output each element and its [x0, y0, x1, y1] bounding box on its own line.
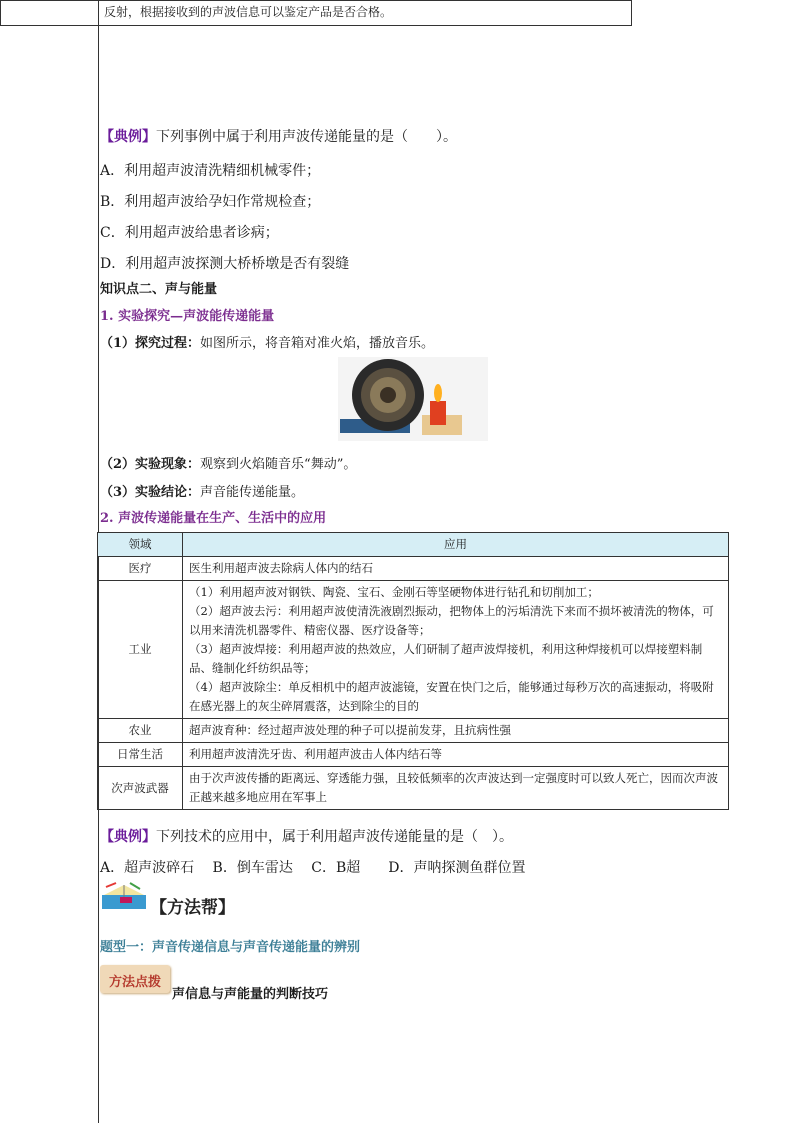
- candle: [430, 401, 446, 425]
- header-application: 应用: [183, 533, 729, 557]
- section1-process: [100, 332, 434, 351]
- top-table-fragment: [0, 0, 632, 26]
- example2-options: A．超声波碎石 B．倒车雷达 C．B超 D．声呐探测鱼群位置: [100, 860, 526, 876]
- application-medical: 医生利用超声波去除病人体内的结石: [183, 557, 729, 581]
- process-label: （1）探究过程：: [100, 336, 201, 351]
- example1-option-a: A．利用超声波清洗精细机械零件；: [100, 163, 321, 179]
- application-agriculture: 超声波育种：经过超声波处理的种子可以提前发芽，且抗病性强: [183, 719, 729, 743]
- applications-table: [97, 532, 729, 810]
- field-infrasound-weapon: 次声波武器: [98, 767, 183, 810]
- table-row: [98, 581, 729, 719]
- section1-conclusion: [100, 481, 304, 500]
- field-agriculture: 农业: [98, 719, 183, 743]
- example2-question-line: [100, 826, 513, 846]
- field-industry: 工业: [98, 581, 183, 719]
- field-daily-life: 日常生活: [98, 743, 183, 767]
- question-type-1-heading: 题型一：声音传递信息与声音传递能量的辨别: [100, 940, 361, 955]
- section1-title: 1. 实验探究—声波能传递能量: [100, 309, 275, 324]
- conclusion-label: （3）实验结论：: [100, 485, 201, 500]
- example1-option-c: C．利用超声波给患者诊病；: [100, 225, 279, 241]
- phenomenon-label: （2）实验现象：: [100, 457, 201, 472]
- conclusion-text: 声音能传递能量。: [200, 485, 305, 500]
- example2-question: 下列技术的应用中，属于利用超声波传递能量的是（ ）。: [156, 829, 513, 845]
- header-field: 领域: [98, 533, 183, 557]
- knowledge-point-heading: 知识点二、声与能量: [100, 282, 218, 297]
- application-industry: [183, 581, 729, 719]
- process-text: 如图所示，将音箱对准火焰，播放音乐。: [200, 336, 435, 351]
- example1-option-b: B．利用超声波给孕妇作常规检查；: [100, 194, 321, 210]
- flame-icon: [434, 384, 442, 402]
- section2-title: 2. 声波传递能量在生产、生活中的应用: [100, 511, 327, 526]
- table-row: [98, 767, 729, 810]
- industry-item-3: （3）超声波焊接：利用超声波的热效应，人们研制了超声波焊接机，利用这种焊接机可以焊接塑料制品、缝制化纤纺织品等；: [189, 642, 703, 675]
- book-pencil-icon: [100, 881, 148, 911]
- industry-item-4: （4）超声波除尘：单反相机中的超声波滤镜，安置在快门之后，能够通过每秒万次的高速振动，将吸附在感光器上的灰尘碎屑震落，达到除尘的目的: [189, 680, 714, 713]
- top-table-empty-cell: [0, 0, 99, 1123]
- field-medical: 医疗: [98, 557, 183, 581]
- industry-item-2: （2）超声波去污：利用超声波使清洗液剧烈振动，把物体上的污垢清洗下来而不损坏被清洗的物体，可以用来清洗机器零件、精密仪器、医疗设备等；: [189, 604, 714, 637]
- industry-item-1: （1）利用超声波对钢铁、陶瓷、宝石、金刚石等坚硬物体进行钻孔和切削加工；: [189, 585, 599, 599]
- section1-phenomenon: [100, 453, 356, 472]
- method-tip-badge: [100, 965, 170, 993]
- table-header-row: [98, 533, 729, 557]
- example1-tag: 【典例】: [100, 129, 156, 145]
- phenomenon-text: 观察到火焰随音乐“舞动”。: [200, 457, 357, 472]
- speaker-and-candle-image: [338, 357, 488, 441]
- top-table-cell: 反射，根据接收到的声波信息可以鉴定产品是否合格。: [104, 5, 393, 19]
- table-row: [98, 743, 729, 767]
- table-row: [98, 719, 729, 743]
- example2-tag: 【典例】: [100, 829, 156, 845]
- application-daily-life: 利用超声波清洗牙齿、利用超声波击人体内结石等: [183, 743, 729, 767]
- method-tip-text: 声信息与声能量的判断技巧: [172, 987, 329, 1002]
- method-section-title: 【方法帮】: [150, 898, 235, 918]
- example1-option-d: D．利用超声波探测大桥桥墩是否有裂缝: [100, 256, 350, 272]
- table-row: [98, 557, 729, 581]
- method-tip-badge-label: 方法点拨: [109, 975, 162, 990]
- example1-question-line: [100, 126, 457, 146]
- example1-question: 下列事例中属于利用声波传递能量的是（ ）。: [156, 129, 457, 145]
- application-infrasound-weapon: 由于次声波传播的距离远、穿透能力强，且较低频率的次声波达到一定强度时可以致人死亡，因而次声波正越来越多地应用在军事上: [183, 767, 729, 810]
